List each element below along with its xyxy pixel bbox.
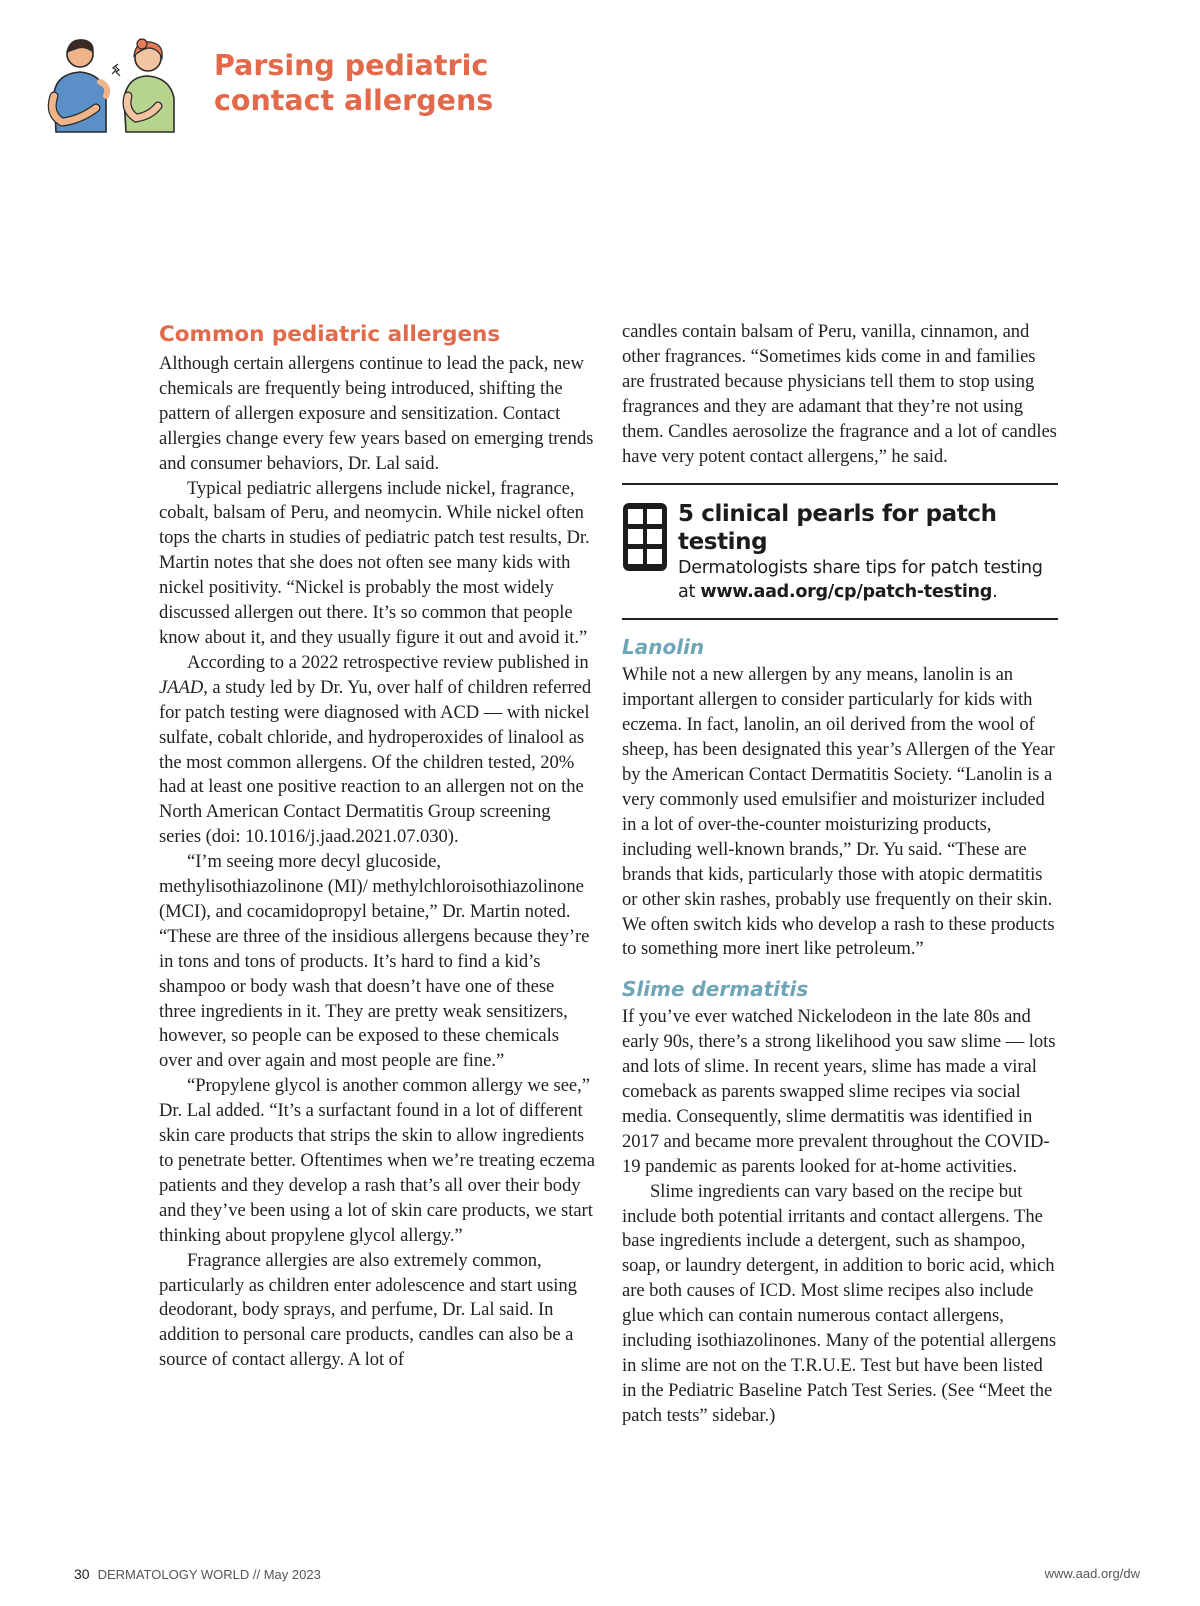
page-number: 30 <box>74 1566 90 1582</box>
body-paragraph: Fragrance allergies are also extremely common, particularly as children enter adolescence and start using deodorant, body sprays, and perfume, Dr. Lal said. In addition to personal care products, candles can also be a source of contact allergy. A lot of <box>159 1249 577 1371</box>
body-paragraph: If you’ve ever watched Nickelodeon in the late 80s and early 90s, there’s a strong likelihood you saw slime — lots and lots of slime. In recent years, slime has made a viral comeback as parents swapped slime recipes via social media. Consequently, slime dermatitis was identified in 2017 and became more prevalent throughout the COVID-19 pandemic as parents looked for at-home activities. <box>622 1006 1056 1177</box>
body-paragraph: Typical pediatric allergens include nickel, fragrance, cobalt, balsam of Peru, and neomycin. While nickel often tops the charts in studies of pediatric patch test results, Dr. Martin notes that she does not often see many kids with nickel positivity. “Nickel is probably the most widely discussed allergen out there. It’s so common that people know about it, and they usually figure it out and avoid it.” <box>159 477 590 648</box>
callout-body-text: Dermatologists share tips for patch testing at <box>678 558 1043 603</box>
publication-name: DERMATOLOGY WORLD // May 2023 <box>97 1567 321 1582</box>
footer-publication <box>74 1566 321 1582</box>
body-paragraph: While not a new allergen by any means, lanolin is an important allergen to consider particularly for kids with eczema. In fact, lanolin, an oil derived from the wool of sheep, has been designated this year’s Allergen of the Year by the American Contact Dermatitis Society. “Lanolin is a very commonly used emulsifier and moisturizer included in a lot of over-the-counter moisturizing products, including well-known brands,” Dr. Yu said. “These are brands that kids, particularly those with atopic dermatitis or other skin rashes, probably use frequently on their skin. We often switch kids who develop a rash to these products to something more inert like petroleum.” <box>622 664 1055 960</box>
page-title-line2: contact allergens <box>214 84 494 117</box>
body-paragraph: “I’m seeing more decyl glucoside, methylisothiazolinone (MI)/ methylchloroisothiazolinone (MCI), and cocamidopropyl betaine,” Dr. Martin noted. “These are three of the insidious allergens because they’re in tons and tons of products. It’s hard to find a kid’s shampoo or body wash that doesn’t have one of these three ingredients in it. They are pretty weak sensitizers, however, so people can be exposed to these chemicals over and over again and most people are fine.” <box>159 851 590 1072</box>
girl-figure <box>115 39 174 132</box>
body-paragraph: Although certain allergens continue to lead the pack, new chemicals are frequently being introduced, shifting the pattern of allergen exposure and sensitization. Contact allergies change every few years based on emerging trends and consumer behaviors, Dr. Lal said. <box>159 353 594 474</box>
grid-icon <box>622 502 668 572</box>
patch-testing-callout <box>622 483 1058 620</box>
body-paragraph: According to a 2022 retrospective review published in JAAD, a study led by Dr. Yu, over half of children referred for patch testing were diagnosed with ACD — with nickel sulfate, cobalt chloride, and hydroperoxides of linalool as the most common allergens. Of the children tested, 20% had at least one positive reaction to an allergen not on the North American Contact Dermatitis Group screening series (doi: 10.1016/j.jaad.2021.07.030). <box>159 651 592 848</box>
boy-figure <box>52 40 118 132</box>
two-children-scratching-illustration <box>40 36 190 136</box>
left-column <box>159 320 595 1373</box>
callout-period: . <box>992 582 998 603</box>
footer-url[interactable]: www.aad.org/dw <box>1044 1566 1140 1581</box>
body-paragraph: Slime ingredients can vary based on the recipe but include both potential irritants and contact allergens. The base ingredients include a detergent, such as shampoo, soap, or laundry detergent, in addition to boric acid, which are both causes of ICD. Most slime recipes also include glue which can contain numerous contact allergens, including isothiazolinones. Many of the potential allergens in slime are not on the T.R.U.E. Test but have been listed in the Pediatric Baseline Patch Test Series. (See “Meet the patch tests” sidebar.) <box>622 1180 1057 1426</box>
section-heading-slime-dermatitis: Slime dermatitis <box>622 977 809 1002</box>
callout-text <box>678 500 1058 604</box>
patch-testing-link[interactable]: www.aad.org/cp/patch-testing <box>700 582 993 603</box>
body-paragraph: “Propylene glycol is another common allergy we see,” Dr. Lal added. “It’s a surfactant found in a lot of different skin care products that strips the skin to allow ingredients to penetrate better. Oftentimes when we’re treating eczema patients and they develop a rash that’s all over their body and they’ve been using a lot of skin care products, we start thinking about propylene glycol allergy.” <box>159 1075 595 1246</box>
right-column <box>622 320 1058 1429</box>
callout-body <box>678 556 1058 604</box>
callout-title: 5 clinical pearls for patch testing <box>678 501 997 556</box>
continuation-paragraph: candles contain balsam of Peru, vanilla, cinnamon, and other fragrances. “Sometimes kids come in and families are frustrated because physicians tell them to stop using fragrances and they are adamant that they’re not using them. Candles aerosolize the fragrance and a lot of candles have very potent contact allergens,” he said. <box>622 321 1057 467</box>
section-heading-common-allergens: Common pediatric allergens <box>159 322 501 347</box>
page-title <box>214 48 614 118</box>
page-title-line1: Parsing pediatric <box>214 49 489 82</box>
section-heading-lanolin: Lanolin <box>622 635 705 660</box>
